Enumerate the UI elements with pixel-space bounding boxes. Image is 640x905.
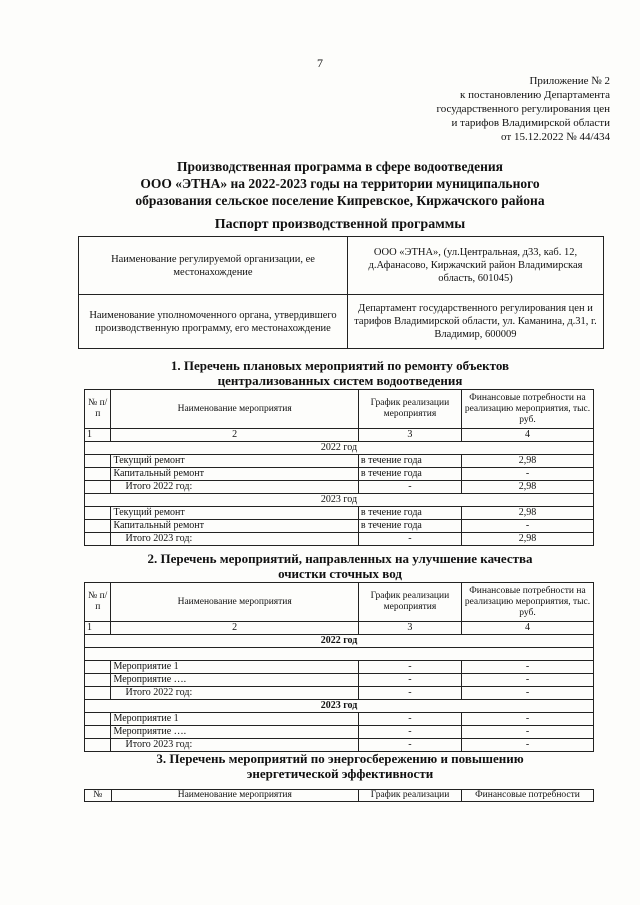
section3-table bbox=[84, 789, 594, 802]
activity-name: Мероприятие …. bbox=[111, 726, 358, 739]
appendix-line: к постановлению Департамента bbox=[459, 89, 610, 101]
section1-title bbox=[60, 358, 620, 388]
activity-finance: - bbox=[461, 726, 593, 739]
year-row: 2022 год bbox=[85, 635, 594, 648]
header-finance: Финансовые потребности bbox=[462, 790, 594, 802]
year-row: 2023 год bbox=[85, 700, 594, 713]
header-index: 1 bbox=[85, 622, 111, 635]
section-title-line: очистки сточных вод bbox=[278, 566, 402, 581]
activity-schedule: - bbox=[358, 661, 461, 674]
appendix-line: и тарифов Владимирской области bbox=[451, 117, 610, 129]
document-title bbox=[60, 158, 620, 209]
section-title-line: централизованных систем водоотведения bbox=[217, 373, 463, 388]
total-schedule: - bbox=[358, 481, 461, 494]
passport-heading: Паспорт производственной программы bbox=[214, 217, 466, 232]
table-row bbox=[85, 455, 594, 468]
total-schedule: - bbox=[358, 687, 461, 700]
activity-finance: - bbox=[461, 520, 593, 533]
header-finance: Финансовые потребности на реализацию мероприятия, тыс. руб. bbox=[461, 390, 593, 429]
total-finance: 2,98 bbox=[461, 533, 593, 546]
header-num: № п/п bbox=[85, 583, 111, 622]
page-number: 7 bbox=[317, 56, 323, 70]
appendix-line: Приложение № 2 bbox=[529, 75, 610, 87]
header-name: Наименование мероприятия bbox=[111, 583, 358, 622]
activity-schedule: в течение года bbox=[358, 520, 461, 533]
activity-schedule: - bbox=[358, 713, 461, 726]
header-finance: Финансовые потребности на реализацию мероприятия, тыс. руб. bbox=[461, 583, 593, 622]
header-index: 4 bbox=[461, 622, 593, 635]
appendix-line: от 15.12.2022 № 44/434 bbox=[501, 131, 610, 143]
header-schedule: График реализации мероприятия bbox=[358, 583, 461, 622]
activity-schedule: в течение года bbox=[358, 455, 461, 468]
year-row: 2023 год bbox=[85, 494, 594, 507]
section1-table bbox=[84, 389, 594, 546]
header-name: Наименование мероприятия bbox=[111, 390, 358, 429]
total-schedule: - bbox=[358, 533, 461, 546]
section-title-line: 2. Перечень мероприятий, направленных на улучшение качества bbox=[147, 551, 533, 566]
section-title-line: 1. Перечень плановых мероприятий по ремонту объектов bbox=[170, 358, 510, 373]
section3-title bbox=[60, 751, 620, 781]
activity-schedule: - bbox=[358, 726, 461, 739]
year-row: 2022 год bbox=[85, 442, 594, 455]
table-row bbox=[85, 507, 594, 520]
header-name: Наименование мероприятия bbox=[111, 790, 359, 802]
header-index: 3 bbox=[358, 429, 461, 442]
activity-name: Текущий ремонт bbox=[111, 455, 358, 468]
header-num: № bbox=[85, 790, 112, 802]
activity-finance: - bbox=[461, 661, 593, 674]
header-index: 2 bbox=[111, 622, 358, 635]
header-index: 2 bbox=[111, 429, 358, 442]
total-label: Итого 2022 год: bbox=[111, 687, 358, 700]
activity-schedule: в течение года bbox=[358, 468, 461, 481]
activity-finance: - bbox=[461, 468, 593, 481]
table-row bbox=[85, 661, 594, 674]
section2-table bbox=[84, 582, 594, 752]
header-index: 4 bbox=[461, 429, 593, 442]
activity-finance: - bbox=[461, 713, 593, 726]
total-schedule: - bbox=[358, 739, 461, 752]
header-schedule: График реализации bbox=[359, 790, 462, 802]
passport-authority-label: Наименование уполномоченного органа, утвердившего производственную программу, его местонахождение bbox=[79, 295, 348, 349]
table-row bbox=[85, 726, 594, 739]
table-row bbox=[85, 468, 594, 481]
total-row bbox=[85, 687, 594, 700]
total-finance: 2,98 bbox=[461, 481, 593, 494]
section-title-line: энергетической эффективности bbox=[246, 766, 434, 781]
activity-name: Капитальный ремонт bbox=[111, 520, 358, 533]
section-title-line: 3. Перечень мероприятий по энергосбережению и повышению bbox=[156, 751, 524, 766]
passport-authority-value: Департамент государственного регулирования цен и тарифов Владимирской области, ул. Каманина, д.31, г. Владимир, 600009 bbox=[348, 295, 604, 349]
section2-title bbox=[60, 551, 620, 581]
title-line: образования сельское поселение Кипревское, Киржачского района bbox=[135, 193, 545, 208]
header-num: № п/п bbox=[85, 390, 111, 429]
total-finance: - bbox=[461, 687, 593, 700]
activity-name: Капитальный ремонт bbox=[111, 468, 358, 481]
total-row bbox=[85, 739, 594, 752]
header-schedule: График реализации мероприятия bbox=[358, 390, 461, 429]
activity-name: Мероприятие …. bbox=[111, 674, 358, 687]
title-line: ООО «ЭТНА» на 2022-2023 годы на территории муниципального bbox=[140, 176, 540, 191]
table-row bbox=[85, 674, 594, 687]
passport-org-value: ООО «ЭТНА», (ул.Центральная, д33, каб. 12, д.Афанасово, Киржачский район Владимирская область, 601045) bbox=[348, 237, 604, 295]
activity-finance: 2,98 bbox=[461, 507, 593, 520]
header-index: 3 bbox=[358, 622, 461, 635]
total-label: Итого 2023 год: bbox=[111, 533, 358, 546]
activity-name: Текущий ремонт bbox=[111, 507, 358, 520]
activity-name: Мероприятие 1 bbox=[111, 661, 358, 674]
total-row bbox=[85, 481, 594, 494]
passport-org-label: Наименование регулируемой организации, ее местонахождение bbox=[79, 237, 348, 295]
activity-finance: - bbox=[461, 674, 593, 687]
passport-table bbox=[78, 236, 604, 349]
activity-finance: 2,98 bbox=[461, 455, 593, 468]
header-index: 1 bbox=[85, 429, 111, 442]
activity-schedule: в течение года bbox=[358, 507, 461, 520]
appendix-line: государственного регулирования цен bbox=[436, 103, 610, 115]
activity-name: Мероприятие 1 bbox=[111, 713, 358, 726]
table-row bbox=[85, 520, 594, 533]
title-line: Производственная программа в сфере водоотведения bbox=[177, 159, 503, 174]
total-label: Итого 2022 год: bbox=[111, 481, 358, 494]
total-row bbox=[85, 533, 594, 546]
total-finance: - bbox=[461, 739, 593, 752]
table-row bbox=[85, 713, 594, 726]
activity-schedule: - bbox=[358, 674, 461, 687]
total-label: Итого 2023 год: bbox=[111, 739, 358, 752]
appendix-header bbox=[360, 74, 610, 144]
